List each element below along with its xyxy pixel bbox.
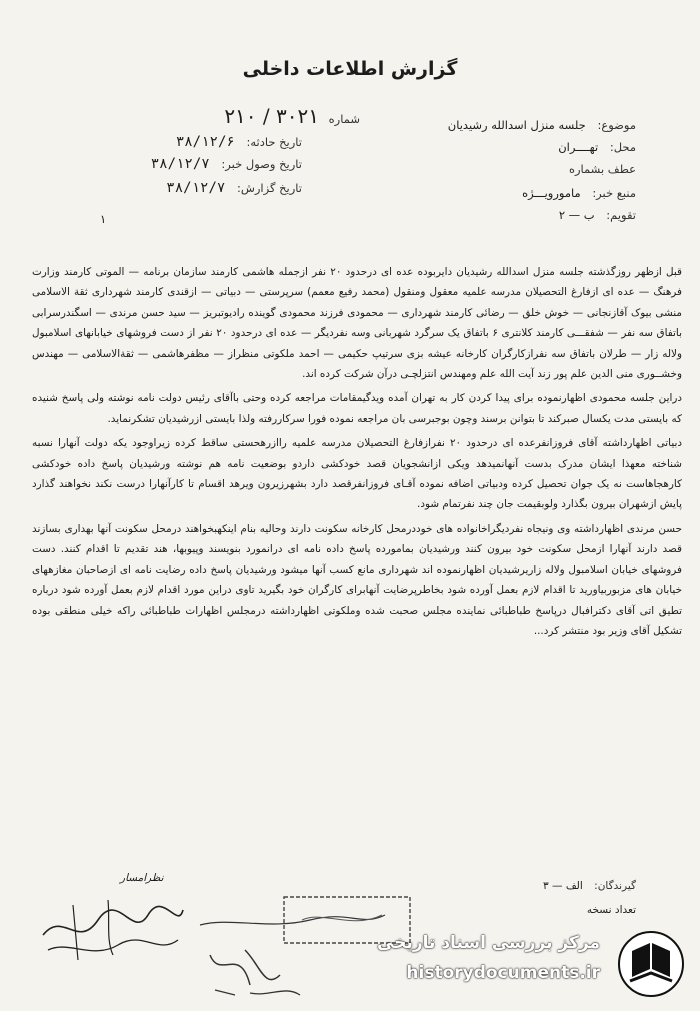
subject-value: جلسه منزل اسدالله رشیدیان xyxy=(447,118,586,132)
location-value: تهــــران xyxy=(558,140,599,154)
archive-logo-icon xyxy=(616,929,686,1003)
watermark-site: historydocuments.ir xyxy=(406,963,600,983)
report-date-value: ۳۸/۱۲/۷ xyxy=(166,180,226,196)
evaluation-value: ب — ۲ xyxy=(558,208,595,222)
handwritten-note: نظرامسار xyxy=(120,872,164,884)
incident-date-value: ۳۸/۱۲/۶ xyxy=(175,134,235,150)
copies-note: تعداد نسخه xyxy=(586,904,636,916)
number-row xyxy=(224,104,360,128)
receipt-date-row xyxy=(151,156,302,172)
report-body xyxy=(32,262,682,645)
subject-label: موضوع: xyxy=(597,118,636,132)
body-paragraph-1: قبل ازظهر روزگذشته جلسه منزل اسدالله رشیدیان دایربوده عده ای درحدود ۲۰ نفر ازجمله هاشمی کارمند سازمان برنامه — الموتی کارمند وزارت فرهنگ — عده ای ازفارغ التحصیلان مدرسه علمیه معقول ومنقول (محمد رفیع معمم) سرپرستی — دبیاتی — ازقندی کارمند شهرداری ثقة الاسلامی منشی بیوک آقازنجانی — خوش خلق — رضائی کارمند شهرداری — محمودی فرزند محمودی گوینده رادیوتبریز — سید حسن مرندی — اسگندرسرابی باتفاق سه نفر — شفقـــی کارمند کلانتری ۶ باتفاق یک سرگرد شهربانی وسه نفردیگر — عده ای درحدود ۲۰ نفر از دست فروشهای خیابانهای اسلامبول ولاله زار — طرلان باتفاق سه نفرازکارگران کارخانه عیشه بزی سرتیپ حکیمی — احمد ملکوتی منظراز — مظفرهاشمی — ثقةالاسلامی — مهندس وخشــوری منی الدین علم پور زند آیت الله علم ومهندس انتزلچـی درآن شرکت کرده اند. xyxy=(32,266,682,381)
handwritten-signature xyxy=(38,890,188,965)
incident-date-label: تاریخ حادثه: xyxy=(246,135,302,149)
evaluation-row xyxy=(559,208,636,222)
receipt-date-label: تاریخ وصول خبر: xyxy=(221,157,302,171)
receipt-date-value: ۳۸/۱۲/۷ xyxy=(150,156,210,172)
number-label: شماره xyxy=(328,112,360,126)
page-marker: ۱ xyxy=(100,212,107,226)
body-paragraph-2: دراین جلسه محمودی اظهارنموده برای پیدا کردن کار به تهران آمده ویدگیمقامات مراجعه کرده وحتی باآقای رئیس دولت نامه نوشته ولی پاسخ شنیده که بایستی مدت یکسال صبرکند تا بتوانن برسند وچون بوجبرسی بان مراجعه نموده فورا سرکاررفته ولذا بایستی ازرشیدیان تشکرنماید. xyxy=(32,392,682,425)
followup-row xyxy=(569,162,636,176)
source-value: مامورویـــژه xyxy=(522,186,581,200)
subject-row xyxy=(448,118,636,132)
location-row xyxy=(558,140,636,154)
body-paragraph-4: حسن مرندی اظهارداشته وی ونیجاه نفردیگراخانواده های خوددرمحل کارخانه سکونت دارند وحالیه بنام اینکهبخواهند درمحل سکونت آنها بهداری بسازند قصد دارند آنهارا ازمحل سکونت خود بیرون کنند ورشیدیان بمامورده پاسخ داده نامه ای درانمورد بنویسند وپیوبها، هند تقدیم تا اقدام کنند. دست فروشهای خیابان اسلامبول ولاله زاریرشیدیان اظهارنموده اند شهرداری مانع کسب آنها میشود ورشیدیان پاسخ داده رضایت نامه ای ازصاحبان مغازههای خیابان های مزبوربیاورید تا اقدام لازم بعمل آورده شود بخاطرپرضایت آنهابرای کارگران خود بگیرید تاوی دراین مورد اقدام لازم بعمل آورده شود درباره تطیق اتی آقای دکترافبال درپاسخ طباطبائی نماینده مجلس صحبت شده وملکوتی اظهارداشته درمجلس اظهارات طباطبائی راکه خیلی منطقی بوده تشکیل آقای وزیر بود منتشر کرد... xyxy=(32,522,682,637)
recipients-label: گیرندگان: xyxy=(594,880,636,892)
report-date-label: تاریخ گزارش: xyxy=(236,181,302,195)
document-title: گزارش اطلاعات داخلی xyxy=(242,58,458,80)
report-date-row xyxy=(166,180,302,196)
source-label: منبع خبر: xyxy=(592,186,636,200)
number-value: ۳۰۲۱ / ۲۱۰ xyxy=(224,104,319,128)
incident-date-row xyxy=(176,134,302,150)
recipients-value: الف — ۳ xyxy=(543,880,583,892)
recipients-row xyxy=(543,880,636,892)
location-label: محل: xyxy=(609,140,636,154)
evaluation-label: تقویم: xyxy=(606,208,636,222)
source-row xyxy=(522,186,636,200)
body-paragraph-3: دبیاتی اظهارداشته آقای فروزانفرعده ای درحدود ۲۰ نفرازفارغ التحصیلان مدرسه علمیه راازرهحستی ساقط کرده زیراوجود یکه دولت آنهارا نسبه شناخته معهذا ایشان مدرک بدست آنهانمیدهد ویکی ازانشجویان قصد خودکشی داردو بوضعیت نامه هم نوشته ورشیدیان پاسخ داده خودکشی کارهجاهاست نه یک جوان تحصیل کرده ودبیاتی اضافه نموده آقـای فروزانفرقصد دارد بشهرزیرون ویرهد اقسام تا کارآنهارا درست نکند نخواهند گذارد پایش ازشهران بیرون بگذارد ولوبقیمت جان چند نفرتمام شود. xyxy=(32,437,682,511)
archive-watermark xyxy=(377,925,690,1003)
followup-label: عطف بشماره xyxy=(568,162,636,176)
watermark-org: مرکز بررسی اسناد تاریخی xyxy=(377,933,600,953)
